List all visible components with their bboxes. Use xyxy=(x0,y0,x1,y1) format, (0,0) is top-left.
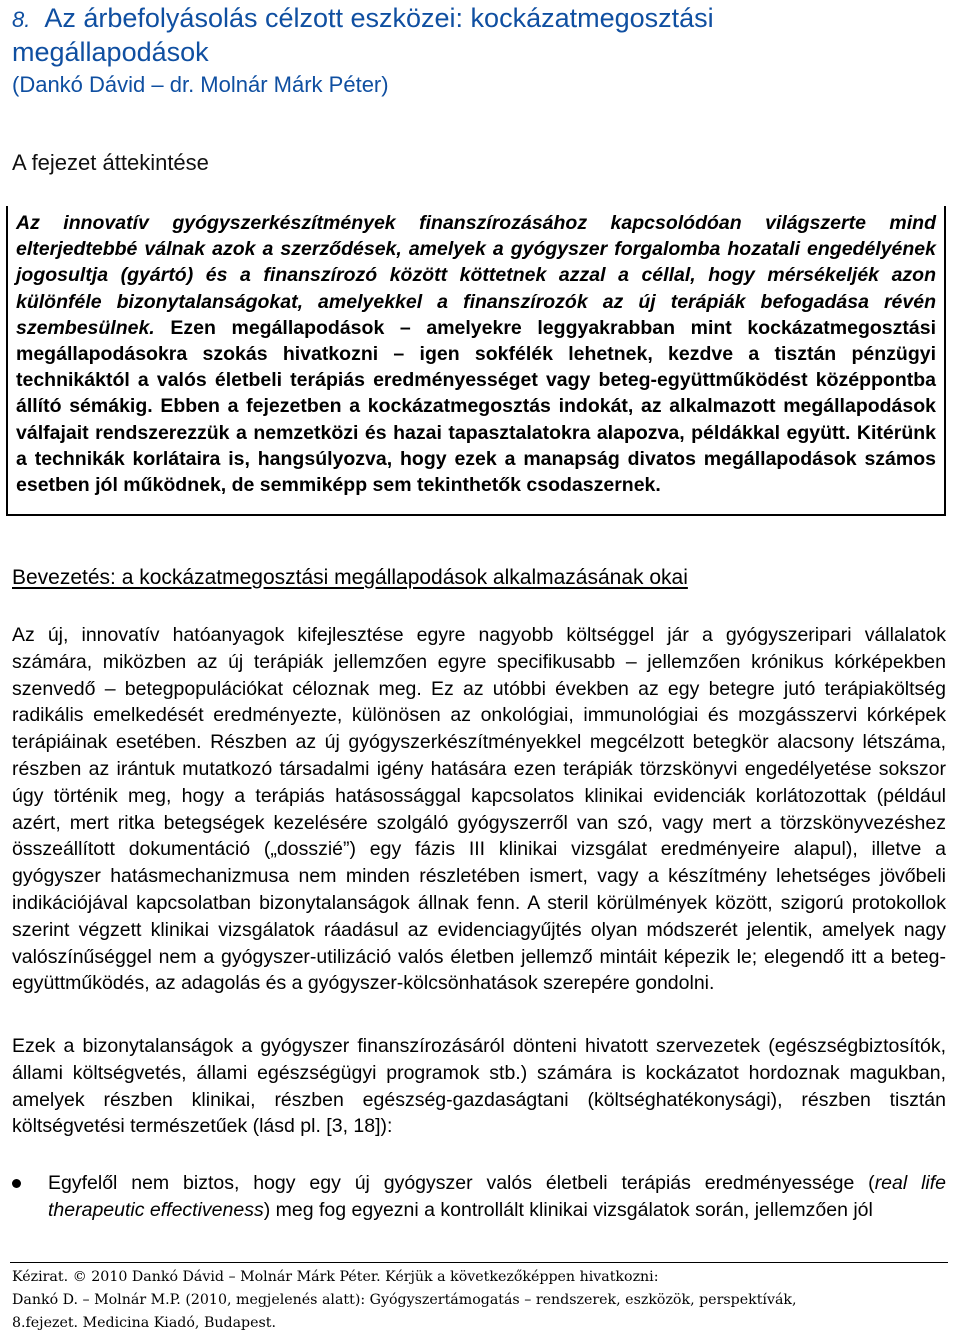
chapter-title xyxy=(12,2,942,68)
footer-divider xyxy=(10,1262,948,1263)
overview-bold-text: Ezen megállapodások – amelyekre leggyakrabban mint kockázatmegosztási megállapodásokra szokás hivatkozni – igen sokfélék lehetnek, kezdve a tisztán pénzügyi technikáktól a valós életbeli terápiás eredményességet vagy beteg-együttműködést középpontba állító sémákig. Ebben a fejezetben a kockázatmegosztás indokát, az alkalmazott megállapodások válfajait rendszerezzük a nemzetközi és hazai tapasztalatokra alapozva, példákkal együtt. Kitérünk a technikák korlátaira is, hangsúlyozva, hogy ezek a manapság divatos megállapodások számos esetben jól működnek, de semmiképp sem tekinthetők csodaszernek. xyxy=(16,316,936,497)
overview-summary-text xyxy=(16,210,936,498)
intro-paragraph-2: Ezek a bizonytalanságok a gyógyszer finanszírozásáról dönteni hivatott szervezetek (egészségbiztosítók, állami költségvetés, állami egészségügyi programok stb.) számára is kockázatot hordoznak magukban, amelyek részben klinikai, részben egészség-gazdaságtani (költséghatékonysági), részben tisztán költségvetési természetűek (lásd pl. [3, 18]): xyxy=(12,1035,946,1138)
footer-line-1: Kézirat. © 2010 Dankó Dávid – Molnár Márk Péter. Kérjük a következőképpen hivatkozni: xyxy=(12,1269,659,1285)
overview-italic-text: Az innovatív gyógyszerkészítmények finanszírozásához kapcsolódóan világszerte mind elterjedtebbé válnak azok a szerződések, amelyek a gyógyszer forgalomba hozatali engedélyének jogosultja (gyártó) és a finanszírozó között köttetnek azzal a céllal, hogy mérsékeljék azon különféle bizonytalanságokat, amelyekkel a finanszírozók az új terápiák befogadása révén szembesülnek. xyxy=(16,212,936,339)
overview-summary-box xyxy=(6,206,946,516)
intro-paragraph-1: Az új, innovatív hatóanyagok kifejlesztése egyre nagyobb költséggel jár a gyógyszeripari vállalatok számára, miközben az új terápiák jellemzően egyre specifikusabb – jellemzően krónikus kórképekben szenvedő – betegpopulációkat céloznak meg. Ez az utóbbi években az egy betegre jutó terápiaköltség radikális emelkedését eredményezte, különösen az onkológiai, immunológiai és mozgásszervi kórképek terápiáinak esetében. Részben az új gyógyszerkészítményekkel megcélzott betegkör alacsony létszáma, részben az irántuk mutatkozó társadalmi igény hatására ezen terápiák törzskönyvi engedélyetése sokszor úgy történik meg, hogy a terápiás hatásossággal kapcsolatos klinikai evidenciák korlátozottak (például azért, mert ritka betegségek kezelésére szolgáló gyógyszerről van szó, vagy mert a törzskönyvezéshez összeállított dokumentáció („dosszié”) egy fázis III klinikai vizsgálat eredményeire alapul), illetve a gyógyszer hatásmechanizmusa nem minden részletében ismert, vagy a készítmény lehetséges jövőbeli indikációjával kapcsolatban bizonytalanságok állnak fenn. A steril körülmények között, szigorú protokollok szerint végzett klinikai vizsgálatok ráadásul az evidenciagyűjtés olyan módszerét jelentik, amelyek nagy valószínűséggel nem a gyógyszer-utilizáció valós életben jellemző mintáit képezik le; elegendő itt a beteg-együttműködés, az adagolás és a gyógyszer-kölcsönhatások szerepére gondolni. xyxy=(12,624,946,995)
overview-heading: A fejezet áttekintése xyxy=(12,150,209,175)
bullet-text-end: ) meg fog egyezni a kontrollált klinikai vizsgálatok során, jellemzően jól xyxy=(263,1198,873,1221)
page-footer xyxy=(12,1266,946,1335)
chapter-title-line1: Az árbefolyásolás célzott eszközei: kockázatmegosztási xyxy=(44,3,714,33)
chapter-title-line2: megállapodások xyxy=(12,37,209,67)
footer-line-3: 8.fejezet. Medicina Kiadó, Budapest. xyxy=(12,1315,277,1331)
bullet-icon xyxy=(12,1179,21,1188)
chapter-number: 8. xyxy=(12,7,31,32)
bullet-text-start: Egyfelől nem biztos, hogy egy új gyógyszer valós életbeli terápiás eredményessége ( xyxy=(48,1172,875,1194)
chapter-authors: (Dankó Dávid – dr. Molnár Márk Péter) xyxy=(12,72,389,97)
bullet-emphasis: real life therapeutic effectiveness xyxy=(48,1172,946,1221)
footer-line-2: Dankó D. – Molnár M.P. (2010, megjelenés alatt): Gyógyszertámogatás – rendszerek, eszközök, perspektívák, xyxy=(12,1292,797,1308)
bullet-list xyxy=(12,1170,946,1224)
list-item xyxy=(12,1170,946,1224)
intro-heading: Bevezetés: a kockázatmegosztási megállapodások alkalmazásának okai xyxy=(12,566,688,589)
chapter-header xyxy=(12,2,942,100)
